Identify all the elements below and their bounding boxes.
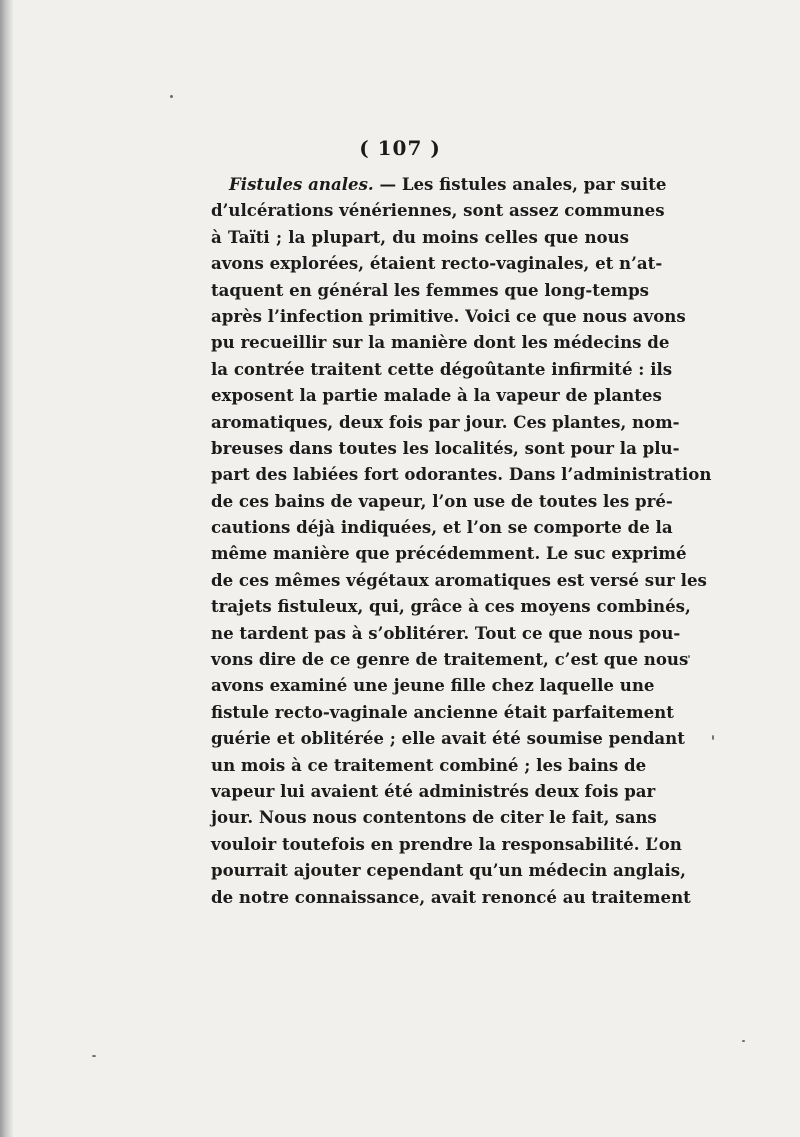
- text-line: avons examiné une jeune fille chez laquelle une: [211, 675, 655, 696]
- text-line: cautions déjà indiquées, et l’on se comporte de la: [211, 517, 673, 538]
- text-line-first-rest: — Les fistules anales, par suite: [373, 174, 667, 194]
- text-line: taquent en général les femmes que long-temps: [211, 279, 650, 300]
- text-line: ne tardent pas à s’oblitérer. Tout ce que nous pou-: [211, 622, 681, 643]
- text-line: pu recueillir sur la manière dont les médecins de: [211, 332, 670, 353]
- text-line: vouloir toutefois en prendre la responsabilité. L’on: [211, 833, 682, 854]
- text-line: jour. Nous nous contentons de citer le fait, sans: [211, 807, 657, 828]
- text-line: à Taïti ; la plupart, du moins celles que nous: [211, 226, 629, 247]
- text-line: exposent la partie malade à la vapeur de plantes: [211, 385, 662, 406]
- text-line: après l’infection primitive. Voici ce que nous avons: [211, 305, 686, 326]
- scan-speck: [688, 655, 690, 658]
- text-line: pourrait ajouter cependant qu’un médecin anglais,: [211, 860, 686, 881]
- text-line: trajets fistuleux, qui, grâce à ces moyens combinés,: [211, 596, 691, 617]
- text-line: guérie et oblitérée ; elle avait été soumise pendant: [211, 728, 685, 749]
- body-text: [211, 171, 712, 910]
- text-line: de ces mêmes végétaux aromatiques est versé sur les: [211, 569, 707, 590]
- section-heading: Fistules anales.: [229, 174, 374, 194]
- scan-speck: [92, 1055, 96, 1057]
- text-line: fistule recto-vaginale ancienne était parfaitement: [211, 701, 674, 722]
- text-line: breuses dans toutes les localités, sont pour la plu-: [211, 437, 680, 458]
- text-line: d’ulcérations vénériennes, sont assez communes: [211, 200, 665, 221]
- text-line: part des labiées fort odorantes. Dans l’administration: [211, 464, 712, 485]
- text-line: même manière que précédemment. Le suc exprimé: [211, 543, 687, 564]
- text-line: la contrée traitent cette dégoûtante infirmité : ils: [211, 358, 673, 379]
- scan-speck: [742, 1040, 745, 1042]
- text-line: vapeur lui avaient été administrés deux fois par: [211, 780, 656, 801]
- text-line: avons explorées, étaient recto-vaginales, et n’at-: [211, 253, 663, 274]
- text-line-first: [211, 171, 667, 197]
- text-line: aromatiques, deux fois par jour. Ces plantes, nom-: [211, 411, 680, 432]
- text-line-last: de notre connaissance, avait renoncé au traitement: [211, 886, 691, 907]
- text-line: de ces bains de vapeur, l’on use de toutes les pré-: [211, 490, 673, 511]
- scan-speck: [170, 95, 173, 98]
- text-line: un mois à ce traitement combiné ; les bains de: [211, 754, 647, 775]
- text-line: vons dire de ce genre de traitement, c’est que nous: [211, 649, 689, 670]
- scan-speck: [712, 735, 714, 740]
- page-number: ( 107 ): [359, 136, 441, 160]
- scan-edge-shadow: [0, 0, 14, 1137]
